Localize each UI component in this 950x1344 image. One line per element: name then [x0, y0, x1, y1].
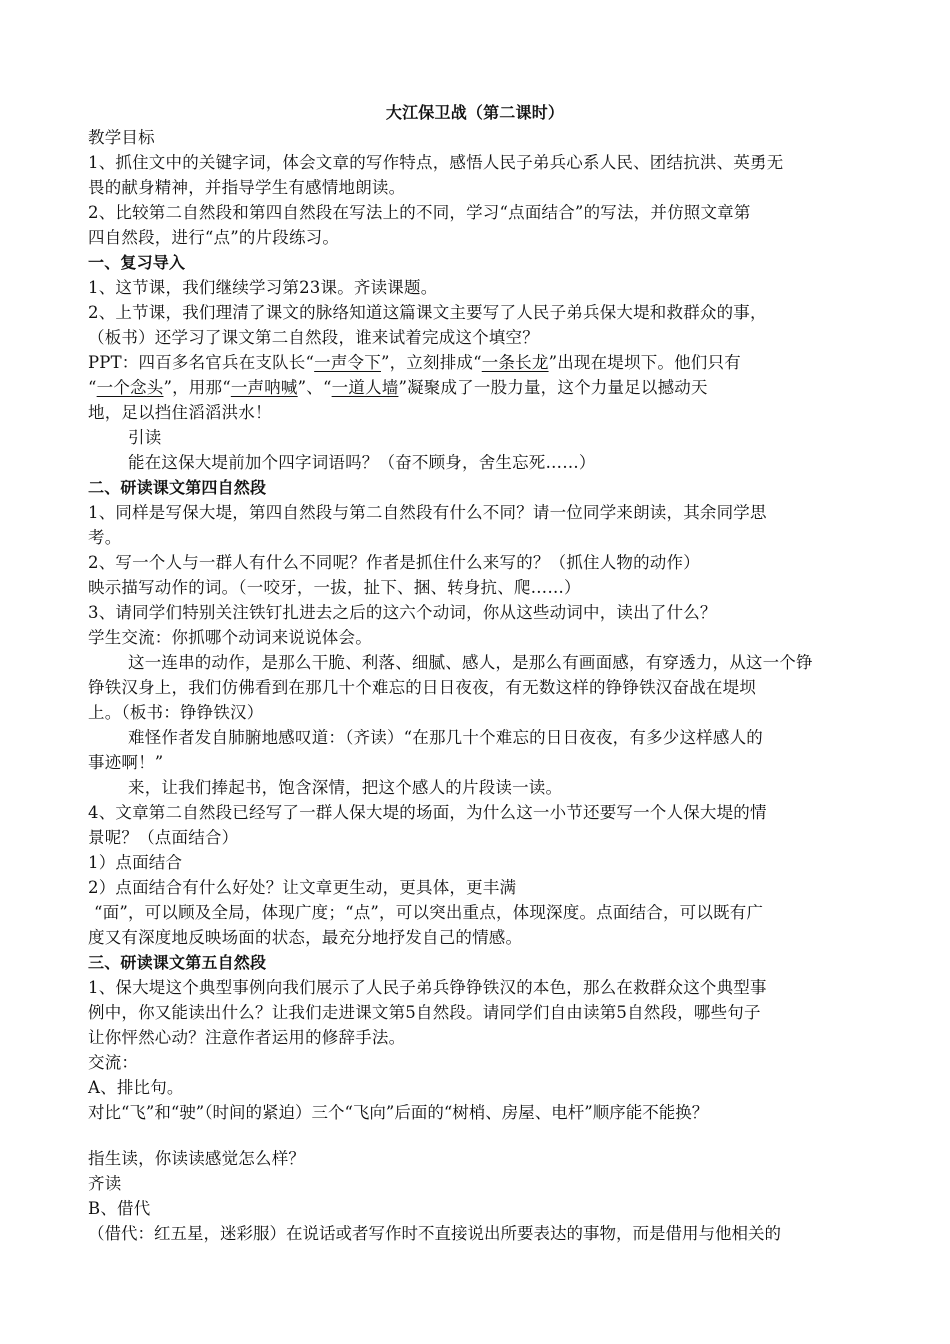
item-b-label: B、借代	[88, 1199, 151, 1218]
ppt-line-1	[88, 351, 741, 375]
section-1-para-2-line-1: 2、上节课，我们理清了课文的脉络知道这篇课文主要写了人民子弟兵保大堤和救群众的事，	[88, 303, 767, 322]
goal-1-line-2: 畏的献身精神，并指导学生有感情地朗读。	[88, 178, 406, 197]
ppt-text: PPT：四百多名官兵在支队长“	[88, 353, 315, 372]
section-2-para-3-line-c: 这一连串的动作，是那么干脆、利落、细腻、感人，是那么有画面感，有穿透力，从这一个铮	[128, 653, 813, 672]
section-3-heading: 三、研读课文第五自然段	[88, 953, 267, 972]
ppt-text: ”，用那“	[163, 378, 231, 397]
item-a-label: A、排比句。	[88, 1078, 184, 1097]
ppt-text: ”出现在堤坝下。他们只有	[548, 353, 741, 372]
section-2-heading: 二、研读课文第四自然段	[88, 478, 267, 497]
section-2-para-3-line-h: 来，让我们捧起书，饱含深情，把这个感人的片段读一读。	[128, 778, 563, 797]
section-3-para-1-line-3: 让你怦然心动？注意作者运用的修辞手法。	[88, 1028, 406, 1047]
section-2-point-1: 1）点面结合	[88, 853, 183, 872]
section-2-para-2: 2、写一个人与一群人有什么不同呢？作者是抓住什么来写的？（抓住人物的动作）	[88, 553, 700, 572]
goal-2-line-2: 四自然段，进行“点”的片段练习。	[88, 228, 340, 247]
goal-1-line-1: 1、抓住文中的关键字词，体会文章的写作特点，感悟人民子弟兵心系人民、团结抗洪、英勇无	[88, 153, 784, 172]
section-1-heading: 一、复习导入	[88, 253, 186, 272]
ppt-blank-answer: 一声令下	[314, 353, 381, 372]
ppt-text: “	[88, 378, 97, 397]
student-discussion: 学生交流：你抓哪个动词来说说体会。	[88, 628, 372, 647]
discussion-label: 交流：	[88, 1053, 139, 1072]
section-2-para-3-line-d: 铮铁汉身上，我们仿佛看到在那几十个难忘的日日夜夜，有无数这样的铮铮铁汉奋战在堤坝	[88, 678, 756, 697]
section-2-para-4-line-1: 4、文章第二自然段已经写了一群人保大堤的场面，为什么这一小节还要写一个人保大堤的情	[88, 803, 767, 822]
section-2-para-1-line-2: 考。	[88, 528, 122, 547]
ppt-text: ”、“	[297, 378, 332, 397]
group-read: 齐读	[88, 1174, 122, 1193]
ppt-line-2	[88, 376, 708, 400]
goal-2-line-1: 2、比较第二自然段和第四自然段在写法上的不同，学习“点面结合”的写法，并仿照文章第	[88, 203, 751, 222]
read-prompt: 指生读，你读读感觉怎么样？	[88, 1149, 306, 1168]
ppt-blank-answer: 一声呐喊	[230, 378, 298, 397]
ppt-blank-answer: 一个念头	[96, 378, 164, 397]
section-2-para-3-line-g: 事迹啊！”	[88, 753, 164, 772]
item-a-text: 对比“飞”和“驶”（时间的紧迫）三个“飞向”后面的“树梢、房屋、电杆”顺序能不能换？	[88, 1103, 709, 1122]
section-2-explain-line-1: “面”，可以顾及全局，体现广度；“点”，可以突出重点，体现深度。点面结合，可以既有广	[94, 903, 764, 922]
ppt-blank-answer: 一道人墙	[331, 378, 399, 397]
section-2-para-3-line-f: 难怪作者发自肺腑地感叹道：（齐读）“在那几十个难忘的日日夜夜，有多少这样感人的	[128, 728, 763, 747]
section-2-para-3-line-e: 上。（板书：铮铮铁汉）	[88, 703, 264, 722]
section-2-para-4-line-2: 景呢？（点面结合）	[88, 828, 239, 847]
section-2-para-1-line-1: 1、同样是写保大堤，第四自然段与第二自然段有什么不同？请一位同学来朗读，其余同学思	[88, 503, 767, 522]
item-b-text: （借代：红五星，迷彩服）在说话或者写作时不直接说出所要表达的事物，而是借用与他相关的	[88, 1224, 781, 1243]
ppt-text: ”，立刻排成“	[380, 353, 482, 372]
ppt-line-3: 地，足以挡住滔滔洪水！	[88, 403, 272, 422]
section-1-para-1: 1、这节课，我们继续学习第23课。齐读课题。	[88, 278, 438, 297]
section-1-question: 能在这保大堤前加个四字词语吗？（奋不顾身，舍生忘死……）	[128, 453, 596, 472]
section-2-explain-line-2: 度又有深度地反映场面的状态，最充分地抒发自己的情感。	[88, 928, 523, 947]
yindu-note: 引读	[128, 428, 162, 447]
ppt-text: ”凝聚成了一股力量，这个力量足以撼动天	[398, 378, 708, 397]
section-2-point-2: 2）点面结合有什么好处？让文章更生动，更具体，更丰满	[88, 878, 517, 897]
section-2-para-2-words: 映示描写动作的词。（一咬牙，一拔，扯下、捆、转身抗、爬……）	[88, 578, 581, 597]
section-1-para-2-line-2: （板书）还学习了课文第二自然段，谁来试着完成这个填空？	[88, 328, 539, 347]
page-title: 大江保卫战（第二课时）	[385, 103, 565, 122]
section-3-para-1-line-2: 例中，你又能读出什么？让我们走进课文第5自然段。请同学们自由读第5自然段，哪些句子	[88, 1003, 761, 1022]
ppt-blank-answer: 一条长龙	[481, 353, 549, 372]
section-3-para-1-line-1: 1、保大堤这个典型事例向我们展示了人民子弟兵铮铮铁汉的本色，那么在救群众这个典型事	[88, 978, 767, 997]
goals-heading: 教学目标	[88, 128, 155, 147]
section-2-para-3: 3、请同学们特别关注铁钉扎进去之后的这六个动词，你从这些动词中，读出了什么？	[88, 603, 717, 622]
